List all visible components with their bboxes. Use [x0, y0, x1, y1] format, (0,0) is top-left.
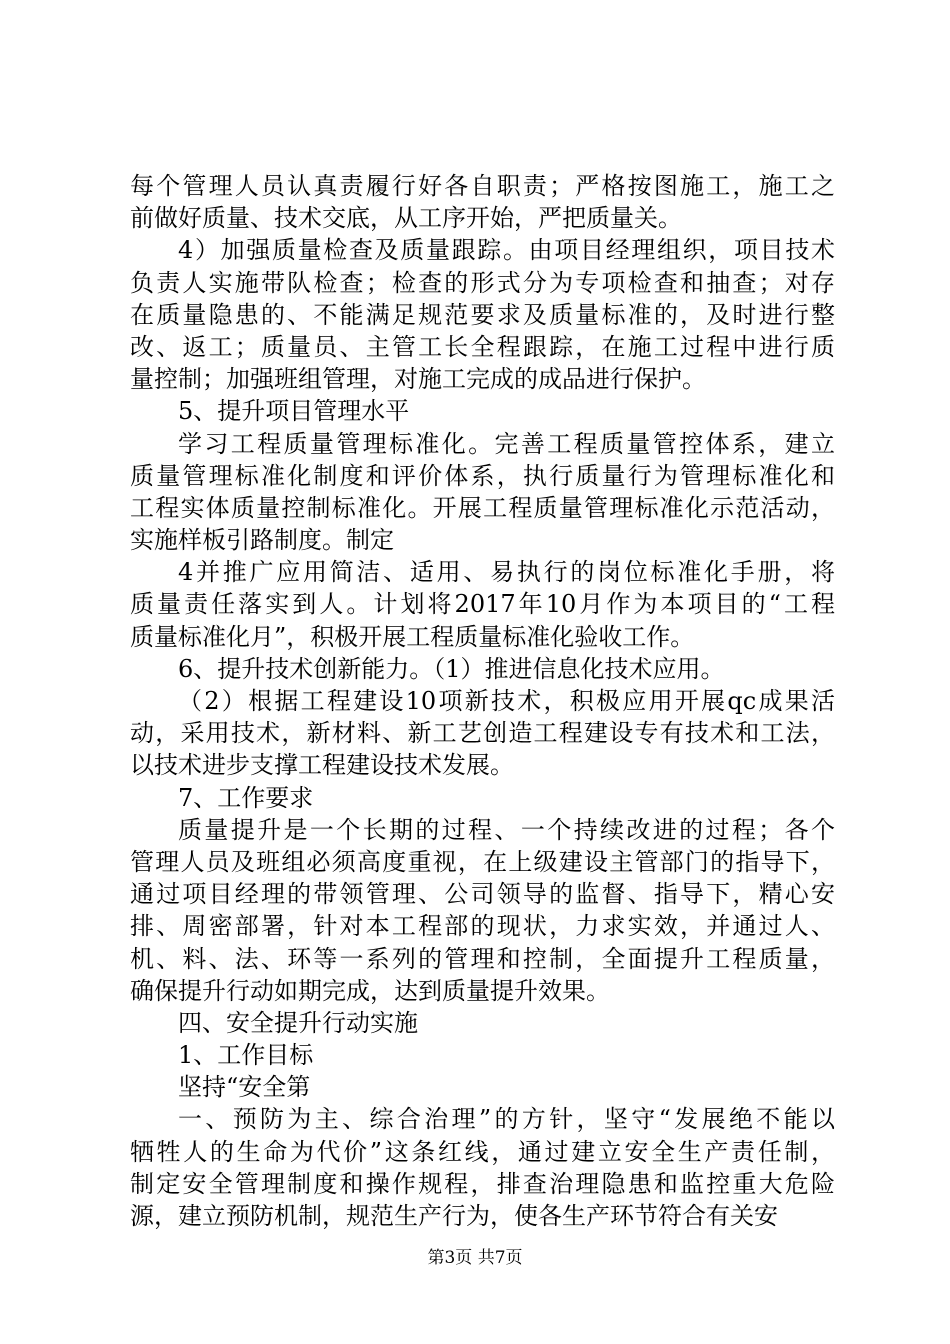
text-line: 制定安全管理制度和操作规程，排查治理隐患和监控重大危险	[130, 1169, 835, 1198]
text-line: 4并推广应用简洁、适用、易执行的岗位标准化手册，将	[178, 558, 835, 587]
text-line: 动，采用技术，新材料、新工艺创造工程建设专有技术和工法，	[130, 719, 835, 748]
text-line: 量控制；加强班组管理，对施工完成的成品进行保护。	[130, 365, 706, 394]
paragraph	[130, 395, 835, 427]
paragraph	[130, 653, 835, 685]
text-line: 7、工作要求	[178, 783, 314, 812]
paragraph	[130, 1103, 835, 1232]
text-line: 以技术进步支撑工程建设技术发展。	[130, 751, 514, 780]
text-line: 管理人员及班组必须高度重视，在上级建设主管部门的指导下，	[130, 847, 835, 876]
paragraph	[130, 170, 835, 234]
page-footer: 第3页 共7页	[427, 1248, 523, 1268]
text-line: 一、预防为主、综合治理”的方针，坚守“发展绝不能以	[178, 1105, 835, 1134]
paragraph	[130, 234, 835, 395]
text-line: 四、安全提升行动实施	[178, 1008, 418, 1037]
text-line: 机、料、法、环等一系列的管理和控制，全面提升工程质量，	[130, 944, 835, 973]
text-line: 实施样板引路制度。制定	[130, 526, 394, 555]
text-line: 源，建立预防机制，规范生产行为，使各生产环节符合有关安	[130, 1202, 778, 1230]
paragraph	[130, 685, 835, 782]
paragraph	[130, 1007, 835, 1039]
paragraph	[130, 814, 835, 1007]
text-line: 改、返工；质量员、主管工长全程跟踪，在施工过程中进行质	[130, 332, 835, 361]
text-line: 质量管理标准化制度和评价体系，执行质量行为管理标准化和	[130, 461, 835, 490]
body-text	[130, 170, 835, 1232]
text-line: 确保提升行动如期完成，达到质量提升效果。	[130, 976, 610, 1005]
text-line: 坚持“安全第	[178, 1073, 311, 1102]
paragraph	[130, 1039, 835, 1071]
text-line: 5、提升项目管理水平	[178, 397, 410, 426]
text-line: 牺牲人的生命为代价”这条红线，通过建立安全生产责任制，	[130, 1137, 835, 1166]
text-line: 工程实体质量控制标准化。开展工程质量管理标准化示范活动，	[130, 493, 835, 522]
text-line: 排、周密部署，针对本工程部的现状，力求实效，并通过人、	[130, 912, 835, 941]
text-line: 1、工作目标	[178, 1041, 314, 1070]
text-line: 质量标准化月”，积极开展工程质量标准化验收工作。	[130, 622, 695, 651]
text-line: （2）根据工程建设10项新技术，积极应用开展qc成果活	[178, 687, 835, 715]
text-line: 质量提升是一个长期的过程、一个持续改进的过程；各个	[178, 815, 835, 844]
text-line: 在质量隐患的、不能满足规范要求及质量标准的，及时进行整	[130, 300, 835, 329]
text-line: 6、提升技术创新能力。（1）推进信息化技术应用。	[178, 654, 725, 683]
text-line: 每个管理人员认真责履行好各自职责；严格按图施工，施工之	[130, 172, 835, 200]
paragraph	[130, 556, 835, 653]
paragraph	[130, 428, 835, 557]
paragraph	[130, 782, 835, 814]
text-line: 学习工程质量管理标准化。完善工程质量管控体系，建立	[178, 429, 835, 458]
text-line: 质量责任落实到人。计划将2017年10月作为本项目的“工程	[130, 590, 835, 619]
text-line: 通过项目经理的带领管理、公司领导的监督、指导下，精心安	[130, 880, 835, 909]
text-line: 前做好质量、技术交底，从工序开始，严把质量关。	[130, 204, 682, 233]
paragraph	[130, 1071, 835, 1103]
text-line: 负责人实施带队检查；检查的形式分为专项检查和抽查；对存	[130, 268, 835, 297]
text-line: 4）加强质量检查及质量跟踪。由项目经理组织，项目技术	[178, 236, 835, 265]
